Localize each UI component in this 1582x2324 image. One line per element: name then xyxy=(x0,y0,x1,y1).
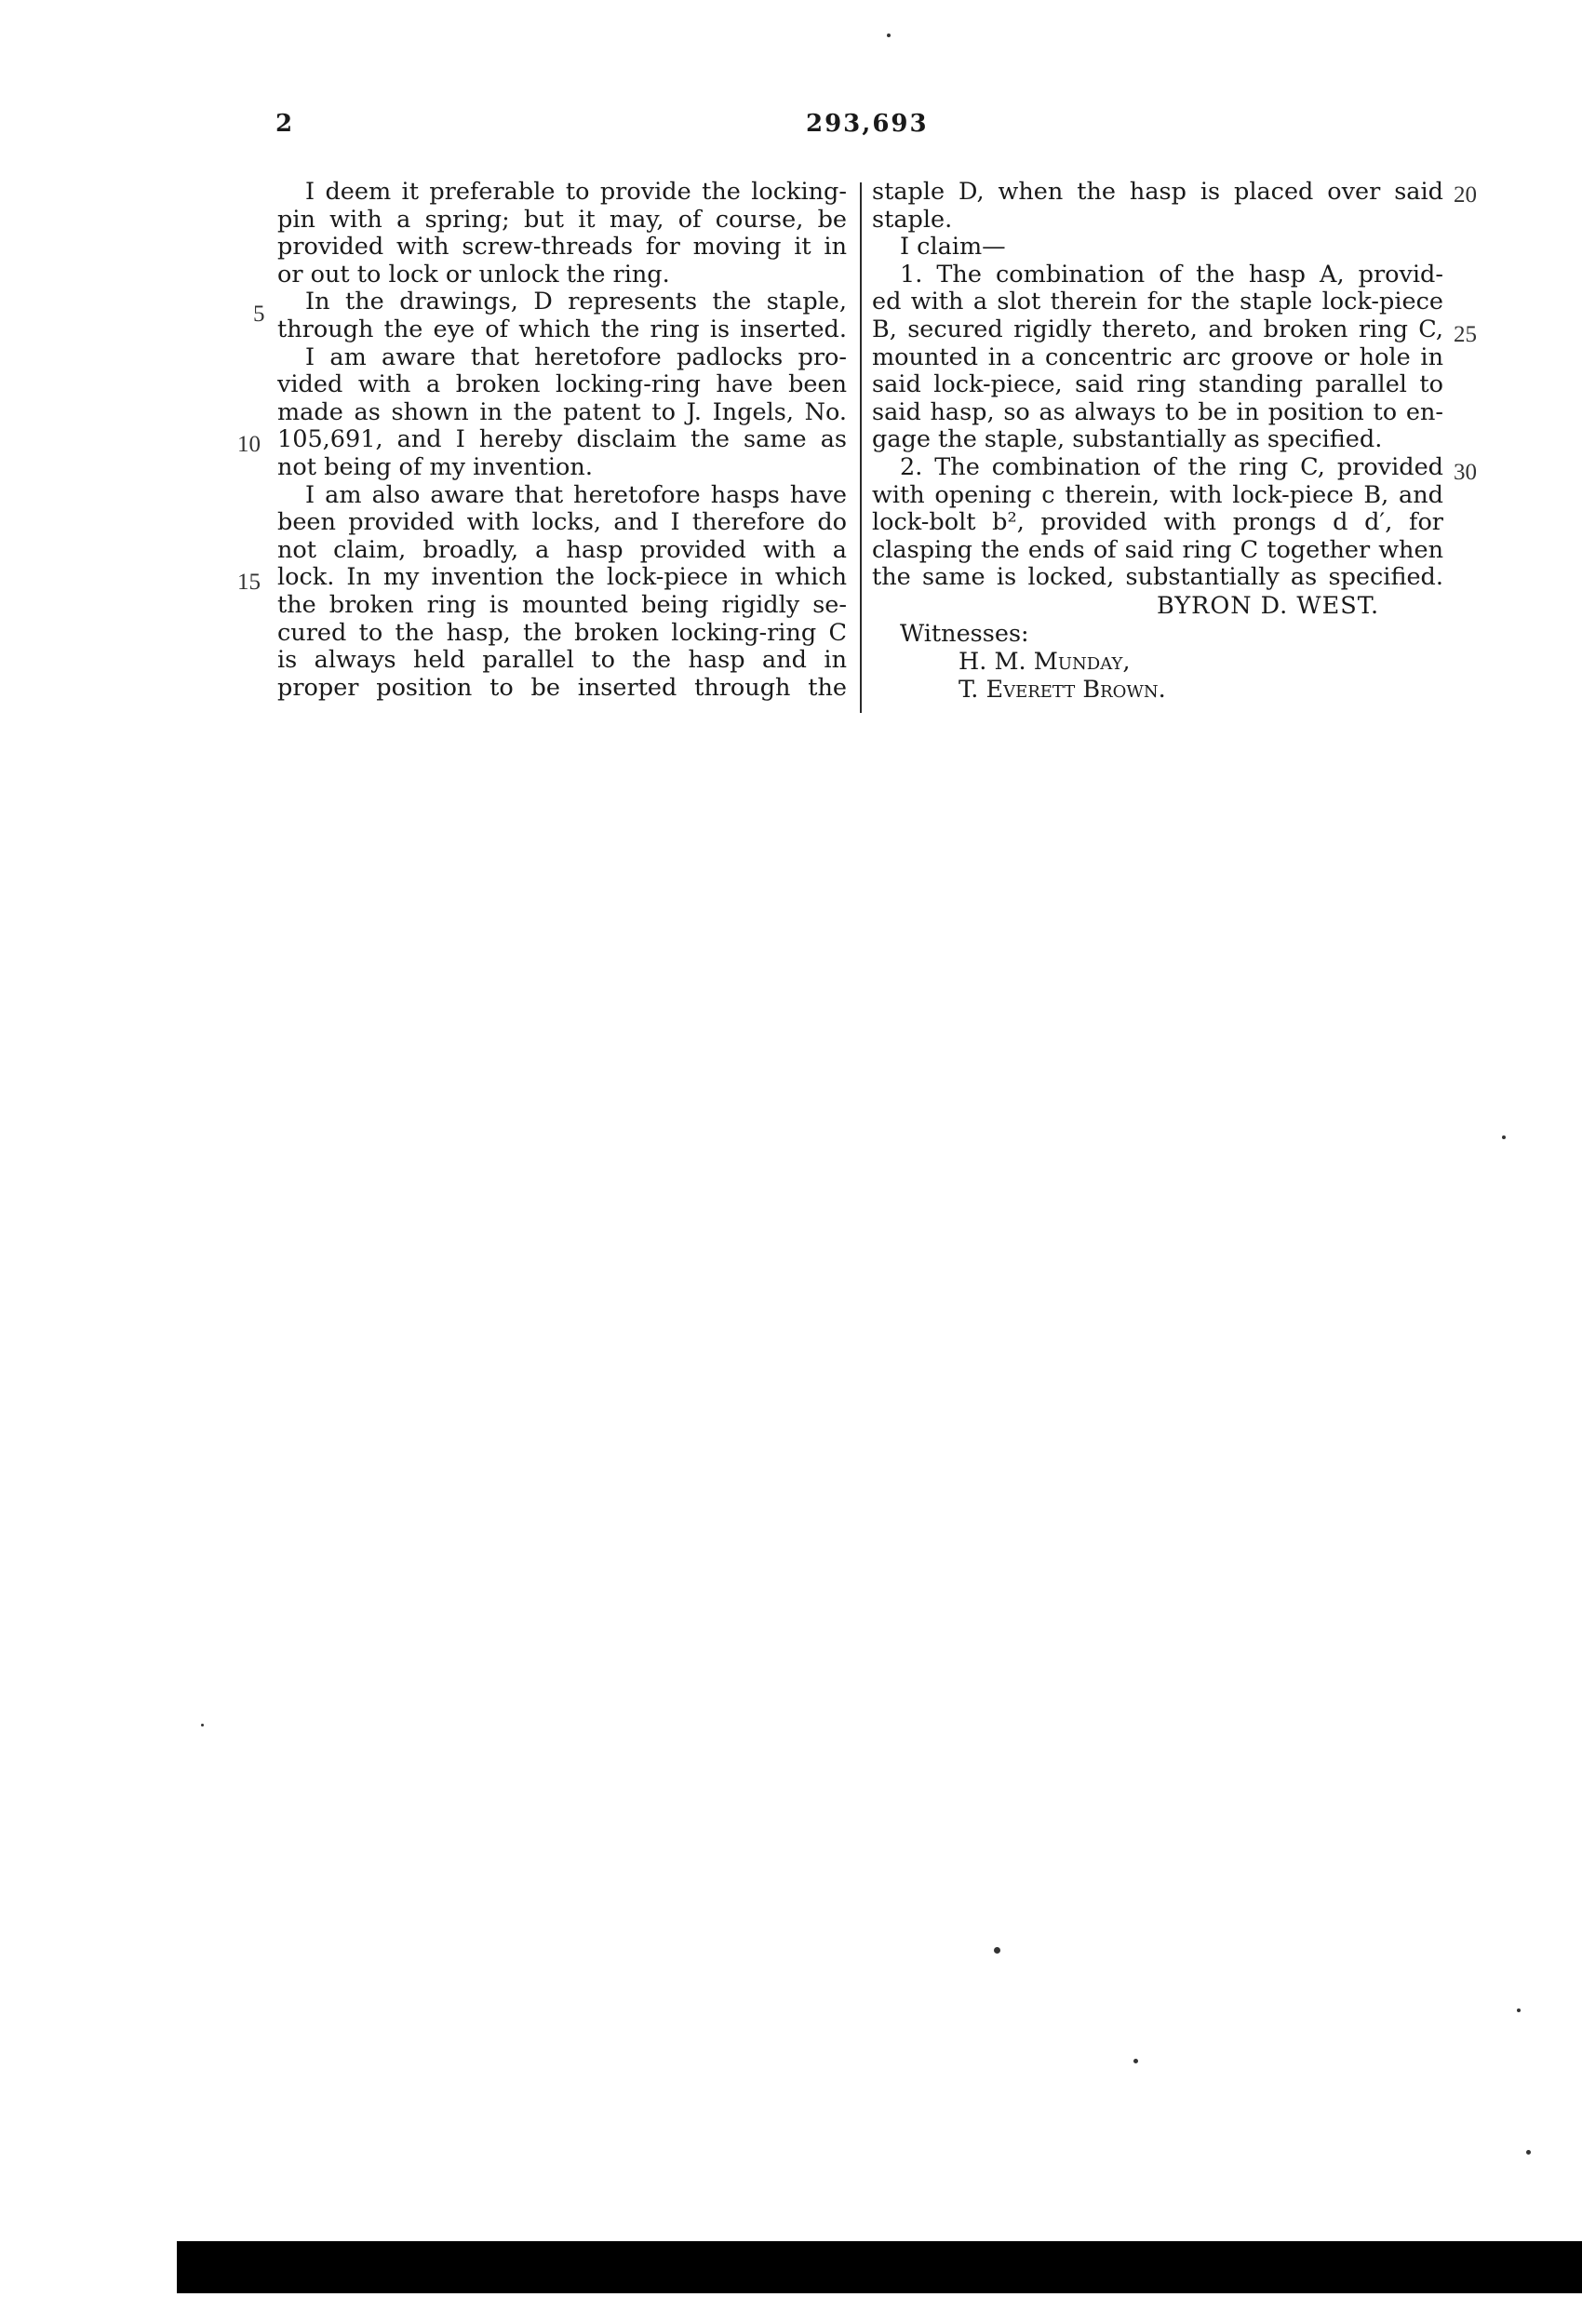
text-line: or out to lock or unlock the ring. xyxy=(277,260,670,289)
claim-line: said hasp, so as always to be in position to en- xyxy=(872,397,1443,426)
witnesses-label: Witnesses: xyxy=(900,620,1029,648)
text-line: I am aware that heretofore padlocks pro- xyxy=(305,343,847,371)
text-line: I deem it preferable to provide the locking- xyxy=(305,178,847,206)
claim-line: 2. The combination of the ring C, provided xyxy=(900,452,1443,481)
claim-line: lock-bolt b², provided with prongs d d′, for xyxy=(872,508,1443,537)
text-line: through the eye of which the ring is inserted. xyxy=(277,315,847,343)
text-line: vided with a broken locking-ring have been xyxy=(277,370,847,399)
text-line: is always held parallel to the hasp and in xyxy=(277,646,847,675)
line-number-5: 5 xyxy=(253,302,265,327)
text-line: In the drawings, D represents the staple, xyxy=(305,288,847,316)
witness-name: H. M. Munday, xyxy=(959,648,1131,676)
text-line: proper position to be inserted through the xyxy=(277,673,847,702)
text-line: the broken ring is mounted being rigidly se- xyxy=(277,590,847,619)
claim-line: said lock-piece, said ring standing parallel to xyxy=(872,370,1443,399)
claim-line: mounted in a concentric arc groove or hole in xyxy=(872,343,1443,371)
page-number: 2 xyxy=(275,110,294,138)
inventor-signature: BYRON D. WEST. xyxy=(1157,592,1380,620)
text-line: made as shown in the patent to J. Ingels, No. xyxy=(277,397,847,426)
text-line: staple D, when the hasp is placed over said xyxy=(872,178,1443,206)
claim-line: the same is locked, substantially as specified. xyxy=(872,563,1443,592)
left-text-column xyxy=(277,179,847,702)
scan-speck xyxy=(201,1724,204,1726)
scan-speck xyxy=(994,1947,1000,1954)
claim-line: ed with a slot therein for the staple lock-piece xyxy=(872,288,1443,316)
text-line: staple. xyxy=(872,205,953,234)
text-line: not claim, broadly, a hasp provided with a xyxy=(277,535,847,564)
text-line: cured to the hasp, the broken locking-ring C xyxy=(277,618,847,647)
scan-speck xyxy=(1526,2150,1531,2155)
text-line: 105,691, and I hereby disclaim the same as xyxy=(277,425,847,454)
claim-line: clasping the ends of said ring C together when xyxy=(872,535,1443,564)
scan-speck xyxy=(1517,2008,1521,2012)
line-number-30: 30 xyxy=(1454,460,1477,485)
claim-line: B, secured rigidly thereto, and broken ring C, xyxy=(872,315,1443,343)
scan-speck xyxy=(1502,1135,1506,1139)
claim-line: gage the staple, substantially as specified. xyxy=(872,425,1383,454)
line-number-20: 20 xyxy=(1454,182,1477,208)
text-line: been provided with locks, and I therefore do xyxy=(277,508,847,537)
claim-line: 1. The combination of the hasp A, provid- xyxy=(900,260,1443,289)
text-line: not being of my invention. xyxy=(277,452,593,481)
line-number-10: 10 xyxy=(237,432,261,457)
column-divider xyxy=(860,182,862,713)
text-line: I am also aware that heretofore hasps have xyxy=(305,480,847,509)
text-line: lock. In my invention the lock-piece in which xyxy=(277,563,847,592)
witness-name: T. Everett Brown. xyxy=(959,676,1166,704)
scan-speck xyxy=(1133,2059,1138,2063)
line-number-15: 15 xyxy=(237,570,261,595)
claim-heading: I claim— xyxy=(900,233,1006,262)
text-line: provided with screw-threads for moving it in xyxy=(277,233,847,262)
patent-number: 293,693 xyxy=(806,110,929,138)
claim-line: with opening c therein, with lock-piece B, and xyxy=(872,480,1443,509)
line-number-25: 25 xyxy=(1454,322,1477,347)
right-text-column xyxy=(872,179,1443,592)
text-line: pin with a spring; but it may, of course, be xyxy=(277,205,847,234)
scan-border-bar xyxy=(177,2241,1582,2293)
scan-speck xyxy=(887,34,891,37)
